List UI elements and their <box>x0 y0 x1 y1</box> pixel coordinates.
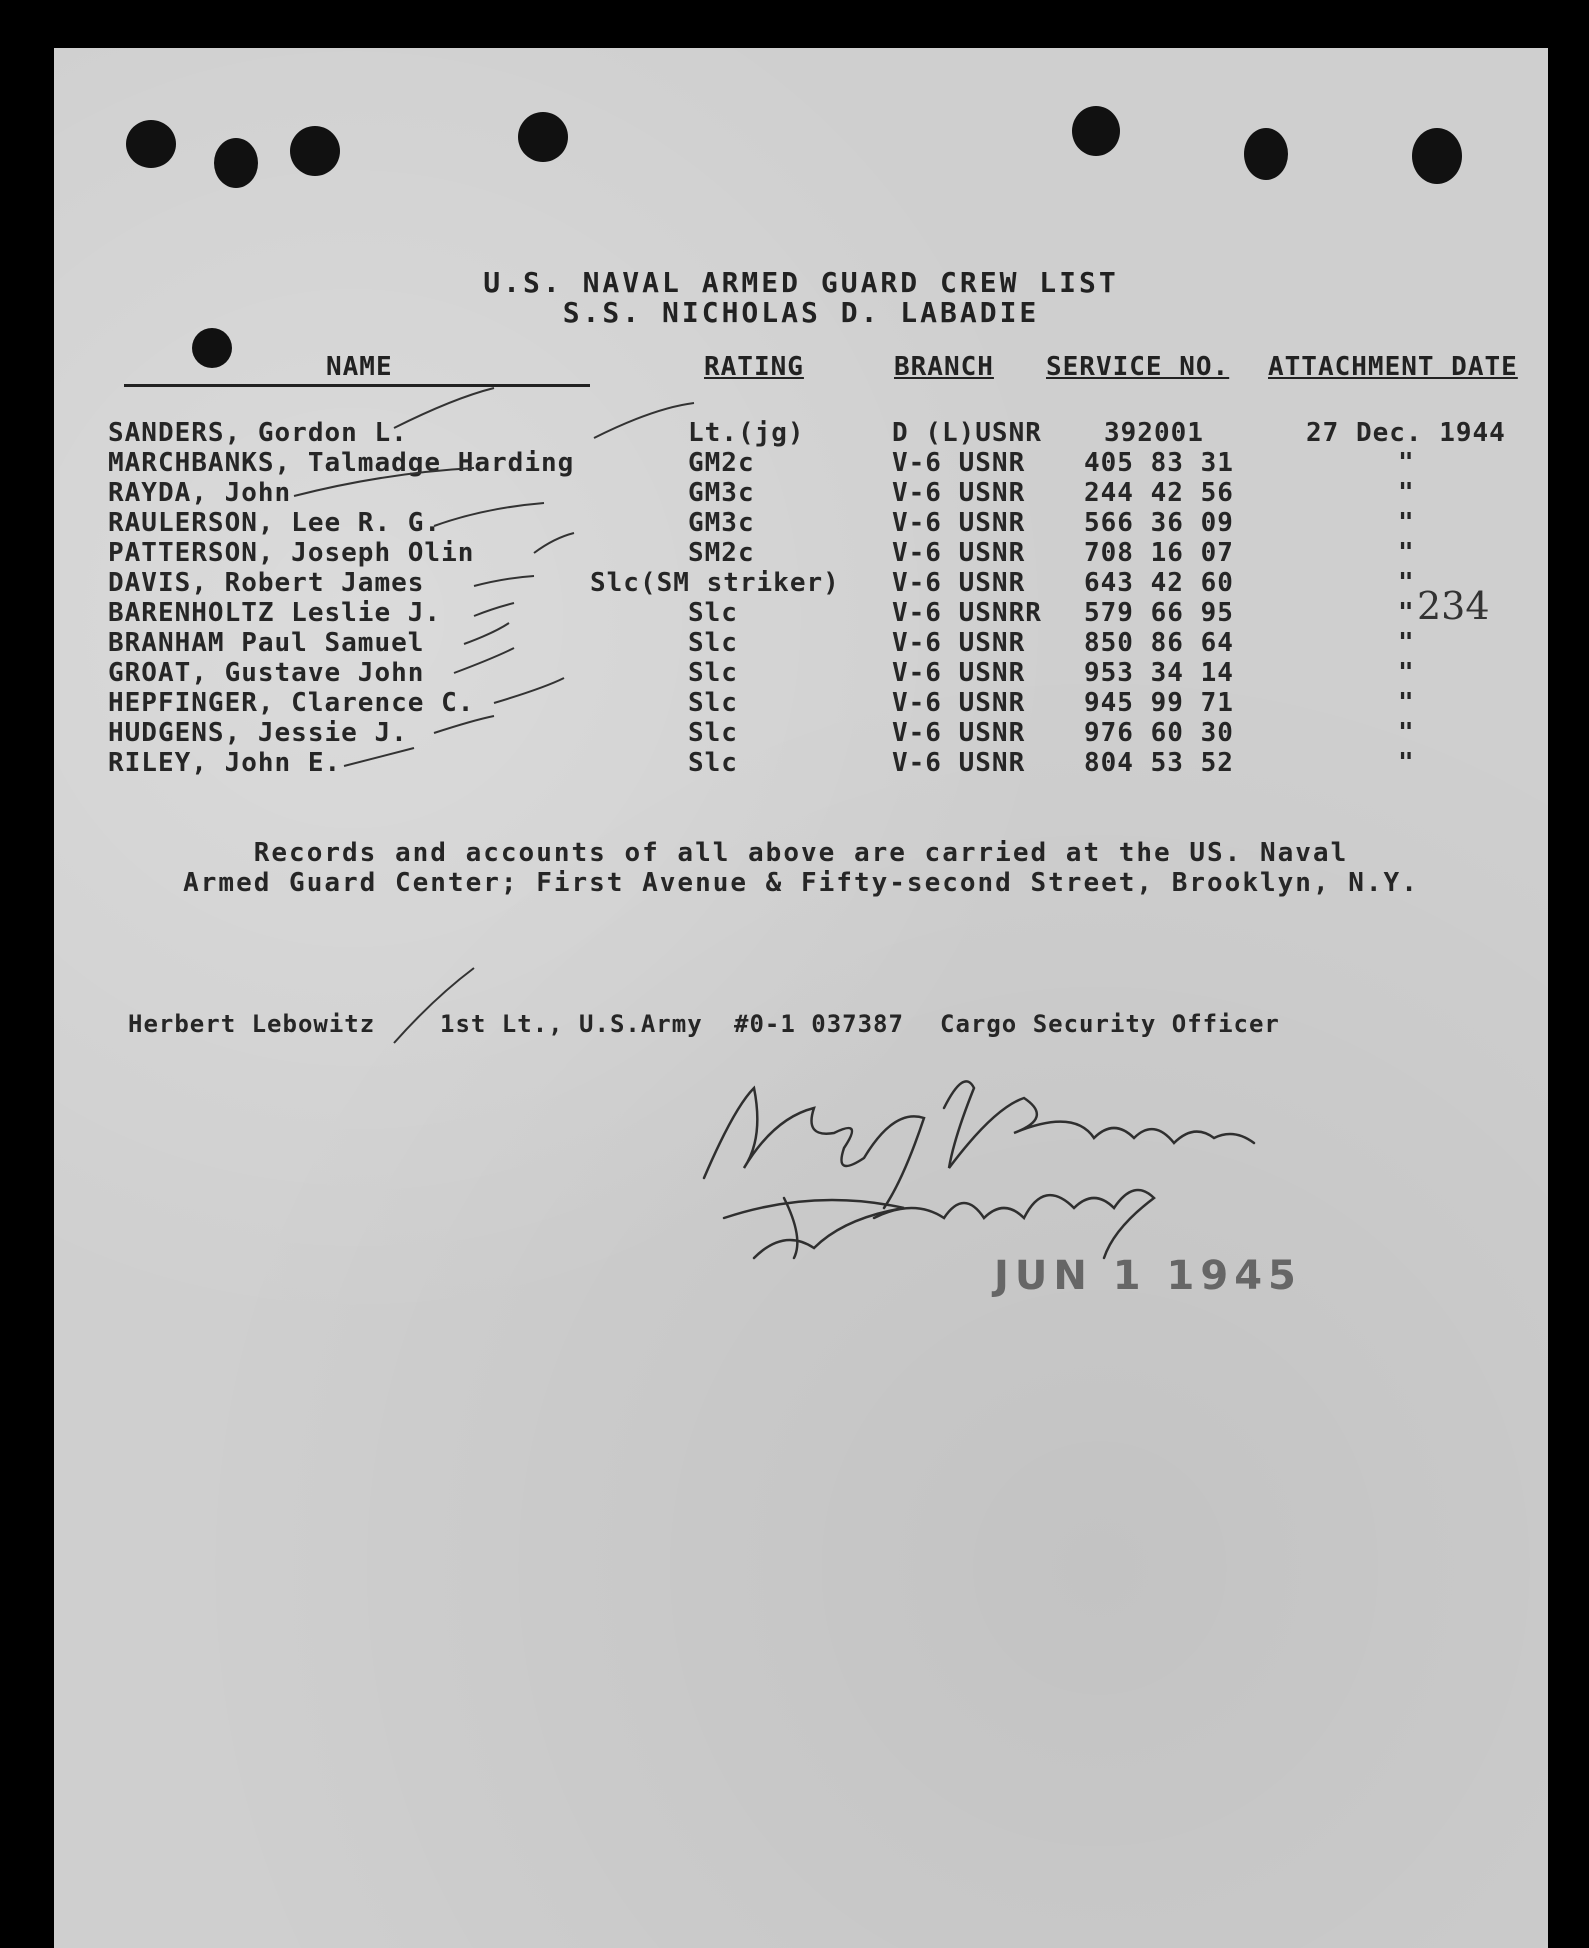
crew-rating: Slc <box>688 718 738 748</box>
handwritten-signature <box>694 1048 1314 1268</box>
officer-number: #0-1 037387 <box>734 1010 904 1038</box>
document-page <box>54 48 1548 1948</box>
crew-attachment-date: 27 Dec. 1944 <box>1306 418 1506 448</box>
crew-rating: Lt.(jg) <box>688 418 805 448</box>
crew-name: RAULERSON, Lee R. G. <box>108 508 442 538</box>
header-attachment-date: ATTACHMENT DATE <box>1268 352 1518 382</box>
crew-branch: V-6 USNR <box>892 448 1026 478</box>
header-rating: RATING <box>704 352 804 382</box>
crew-name: BRANHAM Paul Samuel <box>108 628 425 658</box>
crew-attachment-date: " <box>1398 478 1415 508</box>
crew-branch: V-6 USNR <box>892 568 1026 598</box>
crew-attachment-date: " <box>1398 448 1415 478</box>
crew-name: RAYDA, John <box>108 478 292 508</box>
crew-rating: SM2c <box>688 538 755 568</box>
crew-name: DAVIS, Robert James <box>108 568 425 598</box>
crew-rating: GM3c <box>688 478 755 508</box>
crew-branch: V-6 USNR <box>892 538 1026 568</box>
header-branch: BRANCH <box>894 352 994 382</box>
signature-line <box>54 1010 1548 1040</box>
crew-attachment-date: " <box>1398 688 1415 718</box>
date-stamp: JUN 1 1945 <box>994 1253 1302 1299</box>
crew-rating: Slc <box>688 598 738 628</box>
crew-name: SANDERS, Gordon L. <box>108 418 408 448</box>
crew-attachment-date: " <box>1398 598 1415 628</box>
officer-name: Herbert Lebowitz <box>128 1010 376 1038</box>
crew-rating: GM3c <box>688 508 755 538</box>
crew-branch: V-6 USNR <box>892 658 1026 688</box>
crew-rating: GM2c <box>688 448 755 478</box>
crew-service-no: 850 86 64 <box>1084 628 1234 658</box>
crew-branch: D (L)USNR <box>892 418 1042 448</box>
records-note-line-1: Records and accounts of all above are carried at the US. Naval <box>253 838 1349 868</box>
crew-service-no: 945 99 71 <box>1084 688 1234 718</box>
crew-attachment-date: " <box>1398 718 1415 748</box>
crew-rating: Slc <box>688 628 738 658</box>
crew-rating: Slc <box>688 748 738 778</box>
crew-name: RILEY, John E. <box>108 748 342 778</box>
crew-service-no: 708 16 07 <box>1084 538 1234 568</box>
crew-attachment-date: " <box>1398 508 1415 538</box>
crew-branch: V-6 USNR <box>892 748 1026 778</box>
crew-service-no: 566 36 09 <box>1084 508 1234 538</box>
header-service-no: SERVICE NO. <box>1046 352 1230 382</box>
document-title: U.S. NAVAL ARMED GUARD CREW LIST <box>483 266 1119 299</box>
header-name: NAME <box>326 352 393 382</box>
officer-position: Cargo Security Officer <box>940 1010 1280 1038</box>
crew-rating: Slc <box>688 688 738 718</box>
crew-attachment-date: " <box>1398 628 1415 658</box>
crew-name: MARCHBANKS, Talmadge Harding <box>108 448 575 478</box>
crew-name: HUDGENS, Jessie J. <box>108 718 408 748</box>
handwritten-check-marks <box>54 48 1548 948</box>
crew-service-no: 804 53 52 <box>1084 748 1234 778</box>
records-note-line-2: Armed Guard Center; First Avenue & Fifty-second Street, Brooklyn, N.Y. <box>183 868 1419 898</box>
crew-attachment-date: " <box>1398 658 1415 688</box>
crew-branch: V-6 USNR <box>892 688 1026 718</box>
crew-branch: V-6 USNR <box>892 508 1026 538</box>
handwritten-number: 234 <box>1417 584 1490 628</box>
signature-check-mark <box>374 948 494 1058</box>
crew-name: PATTERSON, Joseph Olin <box>108 538 475 568</box>
crew-branch: V-6 USNR <box>892 718 1026 748</box>
crew-service-no: 244 42 56 <box>1084 478 1234 508</box>
officer-rank: 1st Lt., U.S.Army <box>440 1010 703 1038</box>
crew-name: HEPFINGER, Clarence C. <box>108 688 475 718</box>
crew-branch: V-6 USNRR <box>892 598 1042 628</box>
crew-rating: Slc(SM striker) <box>590 568 840 598</box>
crew-service-no: 976 60 30 <box>1084 718 1234 748</box>
crew-attachment-date: " <box>1398 748 1415 778</box>
crew-attachment-date: " <box>1398 568 1415 598</box>
crew-service-no: 643 42 60 <box>1084 568 1234 598</box>
crew-branch: V-6 USNR <box>892 478 1026 508</box>
crew-service-no: 392001 <box>1104 418 1204 448</box>
crew-rating: Slc <box>688 658 738 688</box>
crew-service-no: 405 83 31 <box>1084 448 1234 478</box>
crew-attachment-date: " <box>1398 538 1415 568</box>
crew-name: GROAT, Gustave John <box>108 658 425 688</box>
crew-service-no: 953 34 14 <box>1084 658 1234 688</box>
crew-name: BARENHOLTZ Leslie J. <box>108 598 442 628</box>
crew-service-no: 579 66 95 <box>1084 598 1234 628</box>
ship-name: S.S. NICHOLAS D. LABADIE <box>562 296 1040 329</box>
crew-branch: V-6 USNR <box>892 628 1026 658</box>
